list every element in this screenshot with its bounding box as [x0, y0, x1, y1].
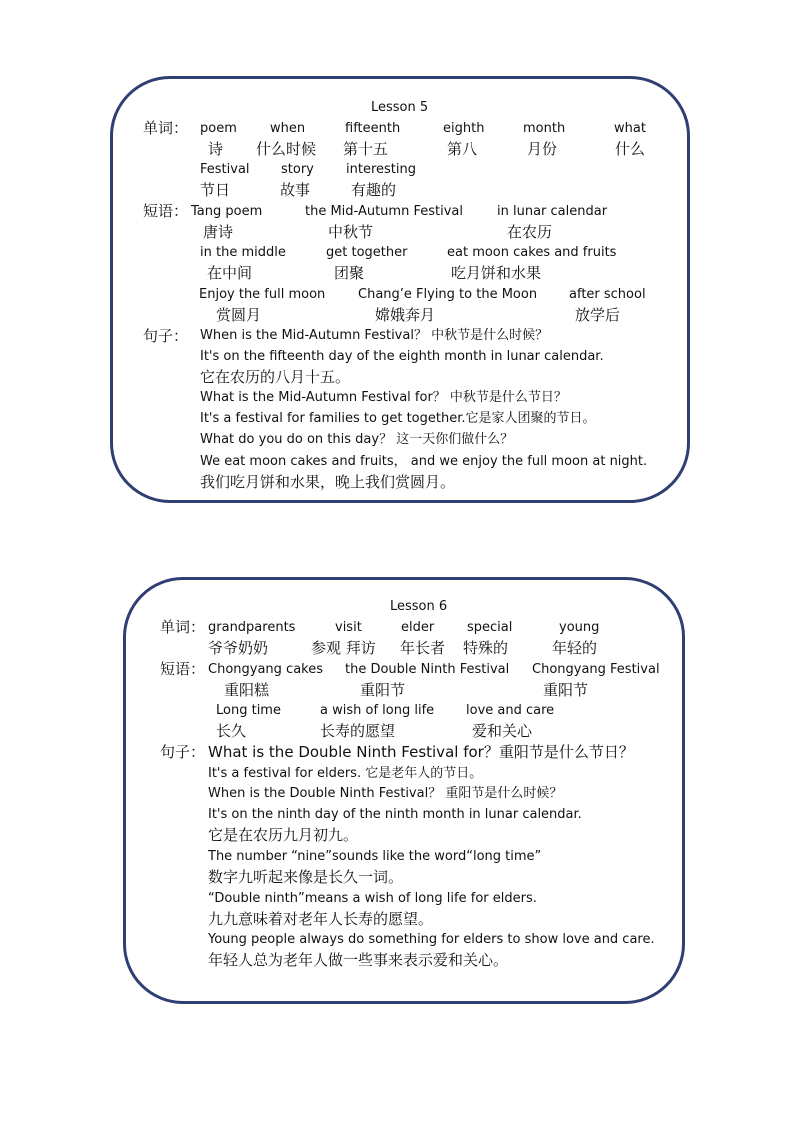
- phrase-en: a wish of long life: [320, 703, 435, 718]
- sentence: What is the Mid-Autumn Festival for？ 中秋节是什么节日？: [200, 390, 567, 405]
- phrase-en: Tang poem: [191, 204, 263, 219]
- vocab-word-zh: 参观 拜访: [311, 639, 376, 657]
- phrase-en: eat moon cakes and fruits: [447, 245, 617, 260]
- phrase-zh: 赏圆月: [216, 306, 262, 324]
- phrase-zh: 重阳糕: [224, 681, 270, 699]
- phrase-en: the Mid-Autumn Festival: [305, 204, 463, 219]
- vocab-word-en: elder: [401, 620, 435, 635]
- phrase-zh: 放学后: [575, 306, 621, 324]
- sentence: Young people always do something for elders to show love and care.: [208, 932, 655, 947]
- lesson-6-title: Lesson 6: [390, 599, 448, 614]
- words-label: 单词：: [143, 119, 189, 137]
- vocab-word-zh: 有趣的: [351, 181, 397, 199]
- vocab-word-en: fifteenth: [345, 121, 401, 136]
- phrase-zh: 唐诗: [203, 223, 234, 241]
- sentence: 它在农历的八月十五。: [200, 368, 351, 386]
- phrase-zh: 重阳节: [360, 681, 406, 699]
- phrase-zh: 长寿的愿望: [320, 722, 396, 740]
- vocab-word-zh: 故事: [280, 181, 311, 199]
- phrase-zh: 中秋节: [328, 223, 374, 241]
- vocab-word-zh: 节日: [200, 181, 231, 199]
- vocab-word-zh: 第八: [447, 140, 478, 158]
- phrase-en: Long time: [216, 703, 281, 718]
- lesson-5-title: Lesson 5: [371, 100, 429, 115]
- sentences-label: 句子：: [160, 743, 206, 761]
- sentence: 九九意味着对老年人长寿的愿望。: [208, 910, 434, 928]
- vocab-word-zh: 月份: [527, 140, 558, 158]
- vocab-word-zh: 诗: [208, 140, 224, 158]
- vocab-word-en: poem: [200, 121, 237, 136]
- sentence: What is the Double Ninth Festival for？重阳节是什么节日？: [208, 743, 634, 761]
- words-label: 单词：: [160, 618, 206, 636]
- sentence: It's on the fifteenth day of the eighth month in lunar calendar.: [200, 349, 604, 364]
- vocab-word-en: Festival: [200, 162, 250, 177]
- phrase-en: after school: [569, 287, 646, 302]
- vocab-word-en: grandparents: [208, 620, 296, 635]
- phrase-zh: 团聚: [334, 264, 365, 282]
- sentence: We eat moon cakes and fruits， and we enjoy the full moon at night.: [200, 454, 648, 469]
- sentences-label: 句子：: [143, 327, 189, 345]
- vocab-word-en: young: [559, 620, 600, 635]
- vocab-word-zh: 什么: [615, 140, 646, 158]
- vocab-word-en: when: [270, 121, 306, 136]
- phrase-en: in the middle: [200, 245, 286, 260]
- sentence: 年轻人总为老年人做一些事来表示爱和关心。: [208, 951, 509, 969]
- sentence: 数字九听起来像是长久一词。: [208, 868, 404, 886]
- vocab-word-en: interesting: [346, 162, 416, 177]
- phrase-zh: 在农历: [507, 223, 553, 241]
- phrase-en: Chongyang cakes: [208, 662, 323, 677]
- sentence: It's a festival for families to get together.它是家人团聚的节日。: [200, 411, 596, 426]
- vocab-word-en: special: [467, 620, 513, 635]
- vocab-word-zh: 年轻的: [552, 639, 598, 657]
- sentence: 它是在农历九月初九。: [208, 826, 359, 844]
- sentence: When is the Mid-Autumn Festival？ 中秋节是什么时候？: [200, 328, 549, 343]
- phrase-en: the Double Ninth Festival: [345, 662, 510, 677]
- vocab-word-zh: 什么时候: [256, 140, 317, 158]
- vocab-word-en: story: [281, 162, 314, 177]
- vocab-word-en: visit: [335, 620, 362, 635]
- vocab-word-zh: 年长者: [400, 639, 446, 657]
- phrase-zh: 长久: [216, 722, 247, 740]
- phrases-label: 短语：: [160, 660, 206, 678]
- sentence: It's a festival for elders. 它是老年人的节日。: [208, 766, 483, 781]
- phrase-en: Chang’e Flying to the Moon: [358, 287, 538, 302]
- vocab-word-en: what: [614, 121, 646, 136]
- sentence: What do you do on this day？ 这一天你们做什么？: [200, 432, 514, 447]
- sentence: When is the Double Ninth Festival？ 重阳节是什么时候？: [208, 786, 563, 801]
- sentence: It's on the ninth day of the ninth month in lunar calendar.: [208, 807, 582, 822]
- phrase-zh: 吃月饼和水果: [451, 264, 542, 282]
- phrase-en: Chongyang Festival: [532, 662, 660, 677]
- vocab-word-zh: 爷爷奶奶: [208, 639, 269, 657]
- sentence: The number “nine”sounds like the word“long time”: [208, 849, 542, 864]
- vocab-word-zh: 第十五: [343, 140, 389, 158]
- phrase-zh: 重阳节: [543, 681, 589, 699]
- vocab-word-en: month: [523, 121, 566, 136]
- vocab-word-en: eighth: [443, 121, 485, 136]
- sentence: “Double ninth”means a wish of long life for elders.: [208, 891, 537, 906]
- phrase-zh: 嫦娥奔月: [375, 306, 436, 324]
- phrase-en: love and care: [466, 703, 555, 718]
- phrases-label: 短语：: [143, 202, 189, 220]
- sentence: 我们吃月饼和水果，晚上我们赏圆月。: [200, 473, 456, 491]
- phrase-zh: 在中间: [207, 264, 253, 282]
- phrase-en: get together: [326, 245, 408, 260]
- phrase-zh: 爱和关心: [472, 722, 533, 740]
- phrase-en: Enjoy the full moon: [199, 287, 326, 302]
- vocab-word-zh: 特殊的: [463, 639, 509, 657]
- phrase-en: in lunar calendar: [497, 204, 608, 219]
